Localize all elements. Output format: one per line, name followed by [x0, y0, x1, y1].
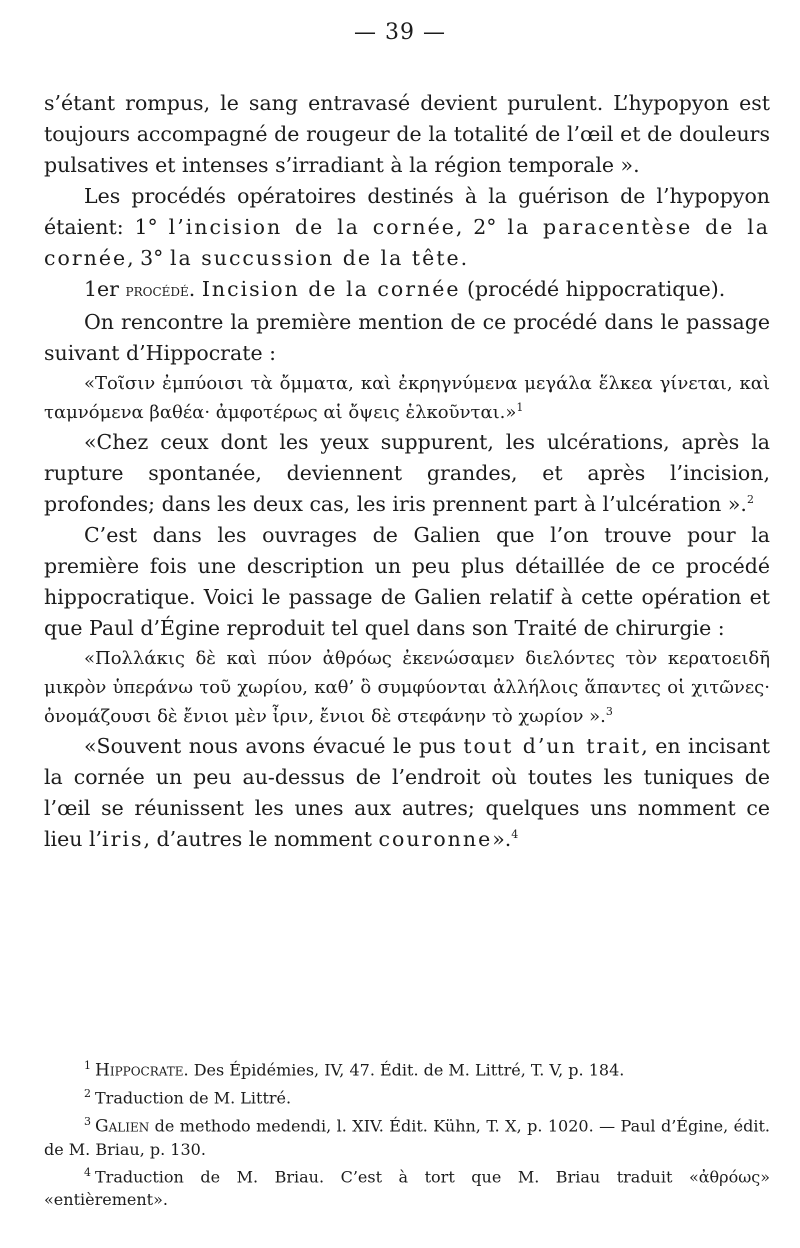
footnote: [44, 1082, 770, 1109]
footnote-number: 3: [84, 1114, 91, 1128]
footnote-marker: 3: [605, 705, 613, 718]
footnote-number: 4: [84, 1165, 91, 1179]
spaced-text: la paracentèse de la cornée: [44, 215, 771, 270]
footnote: [44, 1110, 770, 1161]
paragraph: [44, 181, 770, 274]
footnote-number: 2: [84, 1087, 91, 1101]
text-run: .: [460, 246, 468, 270]
footnote-text: . Des Épidémies, IV, 47. Édit. de M. Littré, T. V, p. 184.: [183, 1060, 625, 1080]
footnote-author: Galien: [95, 1115, 150, 1136]
text-run: , 2°: [455, 215, 508, 239]
small-caps-text: procédé: [125, 281, 189, 301]
text-run: ».: [492, 827, 512, 851]
footnote-author: Hippocrate: [95, 1060, 184, 1081]
page-number: — 39 —: [354, 20, 446, 45]
footnote-text: Traduction de M. Briau. C’est à tort que M. Briau traduit «ἀθρόως» «entièrement».: [44, 1167, 770, 1210]
text-run: , 3°: [127, 246, 170, 270]
spaced-text: couronne: [378, 827, 493, 851]
footnote-number: 1: [84, 1059, 91, 1072]
footnote-text: de methodo medendi, l. XIV. Édit. Kühn, T. X, p. 1020. — Paul d’Égine, édit. de M. Briau, p. 130.: [44, 1115, 770, 1159]
footnotes: [44, 1054, 770, 1211]
footnote-marker: 2: [746, 493, 754, 507]
text-run: 1er: [84, 277, 126, 301]
paragraph: [44, 731, 770, 855]
greek-text: «Τοῖσιν ἐμπύοισι τὰ ὄμματα, καὶ ἐκρηγνύμενα μεγάλα ἕλκεα γίνεται, καὶ ταμνόμενα βαθέα· ἀμφοτέρως αἱ ὄψεις ἑλκοῦνται.»: [44, 373, 770, 423]
footnote: [44, 1161, 770, 1211]
text-run: , en incisant la cornée un peu au-dessus de l’endroit où toutes les tuniques de l’œil se réunissent les unes aux autres; quelques uns nomment ce lieu l’: [44, 734, 770, 851]
greek-quote: [44, 369, 770, 427]
footnote: [44, 1054, 770, 1082]
text-run: «Chez ceux dont les yeux suppurent, les ulcérations, après la rupture spontanée, deviennent grandes, et après l’incision, profondes; dans les deux cas, les iris prennent part à l’ulcération ».: [44, 430, 770, 516]
section-heading: [44, 274, 770, 307]
spaced-text: la succussion de la tête: [169, 246, 461, 270]
footnote-marker: 4: [511, 828, 519, 842]
paragraph: On rencontre la première mention de ce procédé dans le passage suivant d’Hippocrate :: [44, 310, 770, 365]
spaced-text: tout d’un trait: [463, 734, 642, 758]
footnote-marker: 1: [516, 401, 524, 414]
spaced-text: iris: [102, 827, 144, 851]
text-run: «Souvent nous avons évacué le pus: [84, 734, 464, 758]
greek-quote: [44, 644, 770, 731]
text-run: Les procédés opératoires destinés à la guérison de l’hypopyon étaient: 1°: [44, 184, 770, 239]
text-run: (procédé hippocratique).: [460, 277, 726, 301]
spaced-text: Incision de la cornée: [201, 277, 461, 301]
paragraph: [44, 427, 770, 520]
paragraph: s’étant rompus, le sang entravasé devient purulent. L’hypopyon est toujours accompagné de rougeur de la totalité de l’œil et de douleurs pulsatives et intenses s’irradiant à la région temporale ».: [44, 91, 770, 177]
text-run: .: [188, 277, 202, 301]
greek-text: «Πολλάκις δὲ καὶ πύον ἀθρόως ἐκενώσαμεν διελόντες τὸν κερατοειδῆ μικρὸν ὑπεράνω τοῦ χωρίου, καθ’ ὃ συμφύονται ἀλλήλοις ἅπαντες οἱ χιτῶνες· ὀνομάζουσι δὲ ἔνιοι μὲν ἶριν, ἔνιοι δὲ στεφάνην τὸ χωρίον ».: [44, 648, 770, 727]
body-text: [44, 88, 770, 855]
text-run: , d’autres le nomment: [143, 827, 379, 851]
spaced-text: l’incision de la cornée: [168, 215, 456, 239]
paragraph: C’est dans les ouvrages de Galien que l’on trouve pour la première fois une description un peu plus détaillée de ce procédé hippocratique. Voici le passage de Galien relatif à cette opération et que Paul d’Égine reproduit tel quel dans son Traité de chirurgie :: [44, 523, 770, 640]
footnote-text: Traduction de M. Littré.: [95, 1088, 292, 1108]
